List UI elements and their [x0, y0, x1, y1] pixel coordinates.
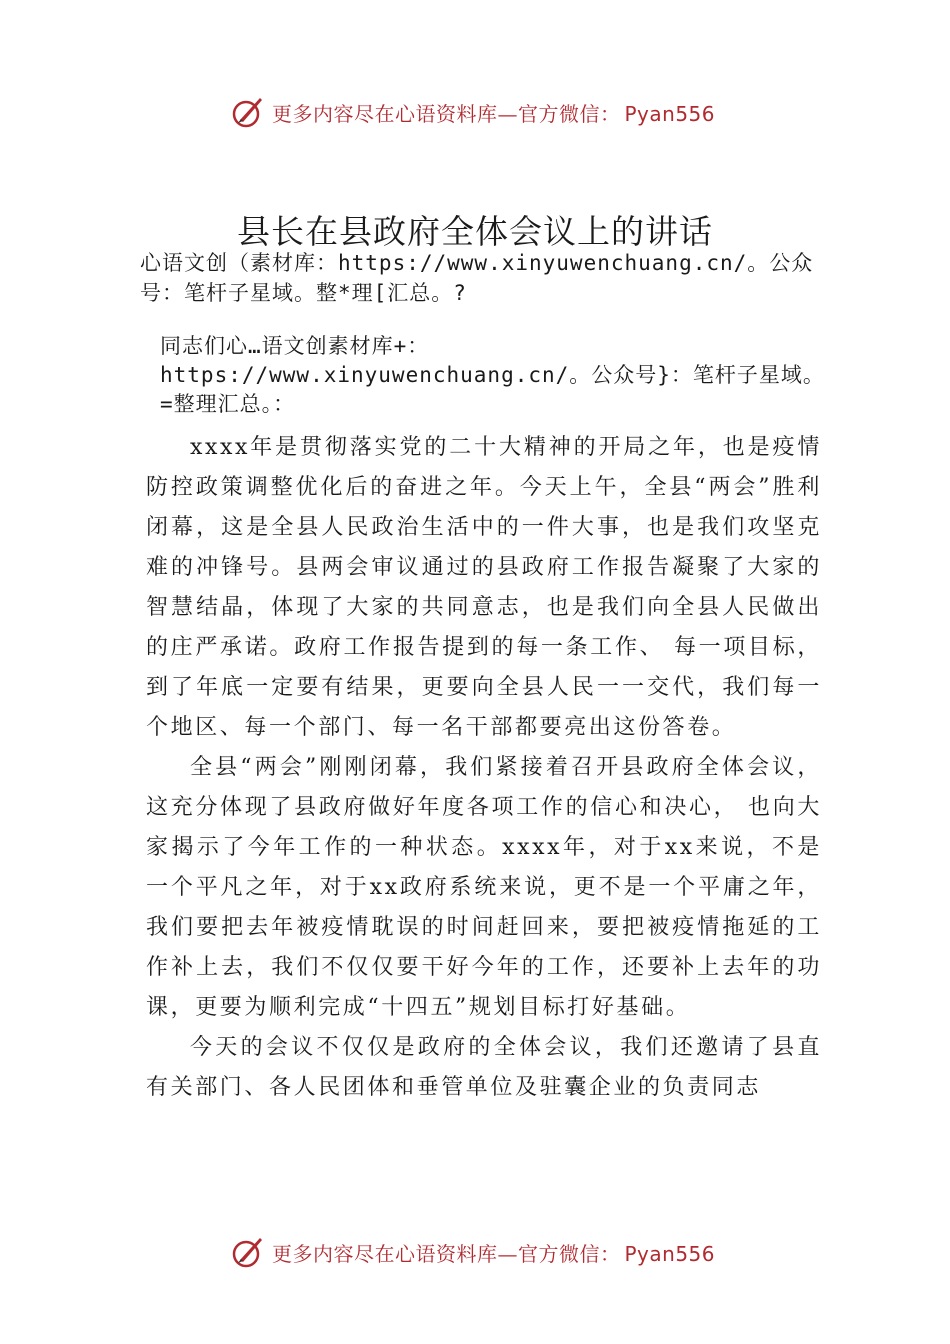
- footer-banner: [230, 1232, 790, 1272]
- paragraph-2: 全县“两会”刚刚闭幕，我们紧接着召开县政府全体会议，这充分体现了县政府做好年度各项工作的信心和决心， 也向大家揭示了今年工作的一种状态。xxxx年，对于xx来说，不是一个平凡之年，对于xx政府系统来说，更不是一个平庸之年，我们要把去年被疫情耽误的时间赶回来，要把被疫情拖延的工作补上去，我们不仅仅要干好今年的工作，还要补上去年的功课，更要为顺利完成“十四五”规划目标打好基础。: [146, 755, 822, 1020]
- document-body: [146, 428, 822, 1108]
- header-banner-text: 更多内容尽在心语资料库—官方微信： Pyan556: [272, 101, 716, 126]
- footer-banner-text: 更多内容尽在心语资料库—官方微信： Pyan556: [272, 1241, 716, 1266]
- paragraph-3: 今天的会议不仅仅是政府的全体会议，我们还邀请了县直有关部门、各人民团体和垂管单位及驻囊企业的负责同志: [146, 1035, 822, 1100]
- wechat-id: Pyan556: [624, 101, 716, 126]
- wechat-id: Pyan556: [624, 1241, 716, 1266]
- header-banner: [230, 92, 790, 132]
- document-title: 县长在县政府全体会议上的讲话: [237, 212, 713, 251]
- greeting: 同志们心…语文创素材库+：https://www.xinyuwenchuang.cn/。公众号}：笔杆子星域。=整理汇总。：: [160, 334, 825, 416]
- quill-pen-logo-icon: [230, 1234, 266, 1270]
- paragraph-1: xxxx年是贯彻落实党的二十大精神的开局之年，也是疫情防控政策调整优化后的奋进之年。今天上午，全县“两会”胜利闭幕，这是全县人民政治生活中的一件大事，也是我们攻坚克难的冲锋号。县两会审议通过的县政府工作报告凝聚了大家的智慧结晶，体现了大家的共同意志，也是我们向全县人民做出的庄严承诺。政府工作报告提到的每一条工作、 每一项目标，到了年底一定要有结果，更要向全县人民一一交代，我们每一个地区、每一个部门、每一名干部都要亮出这份答卷。: [146, 435, 822, 740]
- quill-pen-logo-icon: [230, 94, 266, 130]
- source-note: 心语文创（素材库：https://www.xinyuwenchuang.cn/。公众号：笔杆子星域。整*理[汇总。?: [140, 251, 814, 305]
